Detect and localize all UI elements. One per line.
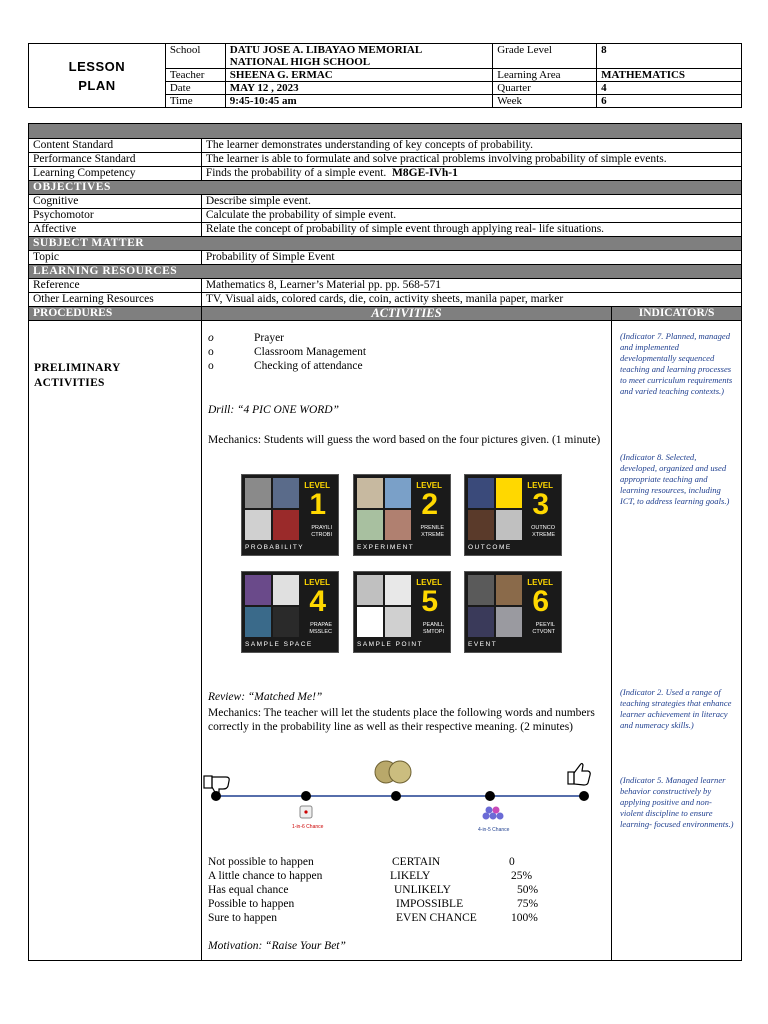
activities-heading: ACTIVITIES [201, 307, 611, 321]
week-value: 6 [597, 95, 742, 108]
objective-row: Affective Relate the concept of probability of simple event through applying real- life situations. [29, 223, 742, 237]
thumbs-up-icon [568, 764, 590, 786]
picture-card [464, 474, 562, 556]
card-level-label: LEVEL [416, 578, 442, 587]
area-value: MATHEMATICS [597, 69, 742, 82]
card-level-number: 4 [309, 585, 326, 618]
time-value: 9:45-10:45 am [225, 95, 493, 108]
indicators-heading: INDICATOR/S [612, 307, 742, 321]
card-level-number: 3 [532, 488, 549, 521]
probability-line [200, 758, 600, 838]
indicator-note: (Indicator 5. Managed learner behavior constructively by applying positive and non- violent discipline to ensure learning- focused environments.) [620, 775, 734, 829]
school-label: School [165, 44, 225, 69]
card-answer-tiles: PROBABILITY [245, 544, 305, 551]
card-pictures [468, 575, 522, 637]
list-item: o Classroom Management [208, 346, 367, 358]
quarter-label: Quarter [493, 82, 597, 95]
meaning-column: Not possible to happen A little chance to happen Has equal chance Possible to happen Sure to happen [208, 856, 323, 924]
top-bar [29, 124, 742, 139]
date-label: Date [165, 82, 225, 95]
time-label: Time [165, 95, 225, 108]
header-table [28, 43, 742, 108]
procedures-heading: PROCEDURES [29, 307, 202, 321]
card-answer-tiles: SAMPLE SPACE [245, 641, 313, 648]
card-pictures [468, 478, 522, 540]
picture-card [241, 571, 339, 653]
card-level-label: LEVEL [304, 578, 330, 587]
card-letter-bank: PRAPAE MSSLEC [309, 622, 332, 635]
objective-row: Cognitive Describe simple event. [29, 195, 742, 209]
procedures-cell [29, 321, 202, 961]
card-answer-tiles: EXPERIMENT [357, 544, 415, 551]
subject-matter-heading: SUBJECT MATTER [29, 237, 742, 251]
line-point-50 [391, 791, 401, 801]
picture-card [464, 571, 562, 653]
card-level-label: LEVEL [527, 578, 553, 587]
school-value: DATU JOSE A. LIBAYAO MEMORIAL NATIONAL HIGH SCHOOL [225, 44, 493, 69]
grade-label: Grade Level [493, 44, 597, 69]
review-mechanics: Mechanics: The teacher will let the students place the following words and numbers correctly in the probability line as well as their respective meaning. (2 minutes) [208, 707, 595, 733]
standard-row: Performance Standard The learner is able to formulate and solve practical problems involving probability of simple events. [29, 153, 742, 167]
card-level-number: 6 [532, 585, 549, 618]
resource-row: Other Learning Resources TV, Visual aids, colored cards, die, coin, activity sheets, manila paper, marker [29, 293, 742, 307]
term-column: CERTAIN LIKELY UNLIKELY IMPOSSIBLE EVEN CHANCE [390, 856, 477, 924]
line-point-100 [579, 791, 589, 801]
drill-title: Drill: “4 PIC ONE WORD” [208, 404, 339, 416]
card-answer-tiles: SAMPLE POINT [357, 641, 424, 648]
indicator-note: (Indicator 8. Selected, developed, organized and used appropriate teaching and learning resources, including ICT, to address learning goals.) [620, 452, 730, 506]
line-label-1: 1-in-6 Chance [292, 824, 324, 830]
coins-icon [375, 761, 411, 783]
value-column: 0 25% 50% 75% 100% [509, 856, 539, 924]
line-point-25 [301, 791, 311, 801]
quarter-value: 4 [597, 82, 742, 95]
resource-row: Reference Mathematics 8, Learner’s Material pp. pp. 568-571 [29, 279, 742, 293]
teacher-label: Teacher [165, 69, 225, 82]
indicator-note: (Indicator 7. Planned, managed and implemented developmentally sequenced teaching and learning processes to meet curriculum requirements and varied teaching contexts.) [620, 331, 733, 396]
picture-card [241, 474, 339, 556]
lesson-plan-title: LESSON PLAN [29, 44, 166, 108]
card-level-number: 5 [421, 585, 438, 618]
card-letter-bank: PRENILE XTREME [420, 525, 444, 538]
motivation-title: Motivation: “Raise Your Bet” [208, 940, 346, 952]
resources-heading: LEARNING RESOURCES [29, 265, 742, 279]
indicator-note: (Indicator 2. Used a range of teaching strategies that enhance learner achievement in literacy and numeracy skills.) [620, 687, 732, 730]
picture-card [353, 474, 451, 556]
card-pictures [357, 478, 411, 540]
drill-mechanics: Mechanics: Students will guess the word based on the four pictures given. (1 minute) [208, 434, 601, 446]
bullet-list [208, 331, 366, 373]
competency-code: M8GE-IVh-1 [392, 167, 458, 179]
marbles-icon [483, 807, 504, 820]
card-answer-tiles: EVENT [468, 641, 498, 648]
card-level-label: LEVEL [416, 481, 442, 490]
grade-value: 8 [597, 44, 742, 69]
card-letter-bank: PEEYIL CTVONT [532, 622, 555, 635]
review-title: Review: “Matched Me!” [208, 691, 323, 703]
date-value: MAY 12 , 2023 [225, 82, 493, 95]
card-letter-bank: OUTNCO XTREME [531, 525, 555, 538]
list-item: o Prayer [208, 332, 285, 344]
card-letter-bank: PRAYILI CTROBI [311, 525, 332, 538]
card-level-number: 1 [309, 488, 326, 521]
picture-card [353, 571, 451, 653]
objective-row: Psychomotor Calculate the probability of simple event. [29, 209, 742, 223]
card-level-number: 2 [421, 488, 438, 521]
card-level-label: LEVEL [304, 481, 330, 490]
die-icon [300, 806, 312, 818]
card-letter-bank: PEANLL SMTOPI [422, 622, 444, 635]
line-point-75 [485, 791, 495, 801]
card-pictures [245, 478, 299, 540]
teacher-value: SHEENA G. ERMAC [225, 69, 493, 82]
week-label: Week [493, 95, 597, 108]
preliminary-activities-label: PRELIMINARY ACTIVITIES [34, 362, 121, 389]
line-label-2: 4-in-5 Chance [478, 827, 510, 833]
area-label: Learning Area [493, 69, 597, 82]
indicators-cell [612, 321, 742, 961]
card-level-label: LEVEL [527, 481, 553, 490]
card-pictures [245, 575, 299, 637]
card-answer-tiles: OUTCOME [468, 544, 512, 551]
list-item: o Checking of attendance [208, 360, 363, 372]
competency-row: Learning Competency Finds the probability of a simple event. M8GE-IVh-1 [29, 167, 742, 181]
objectives-heading: OBJECTIVES [29, 181, 742, 195]
standard-row: Content Standard The learner demonstrates understanding of key concepts of probability. [29, 139, 742, 153]
topic-row: Topic Probability of Simple Event [29, 251, 742, 265]
card-pictures [357, 575, 411, 637]
